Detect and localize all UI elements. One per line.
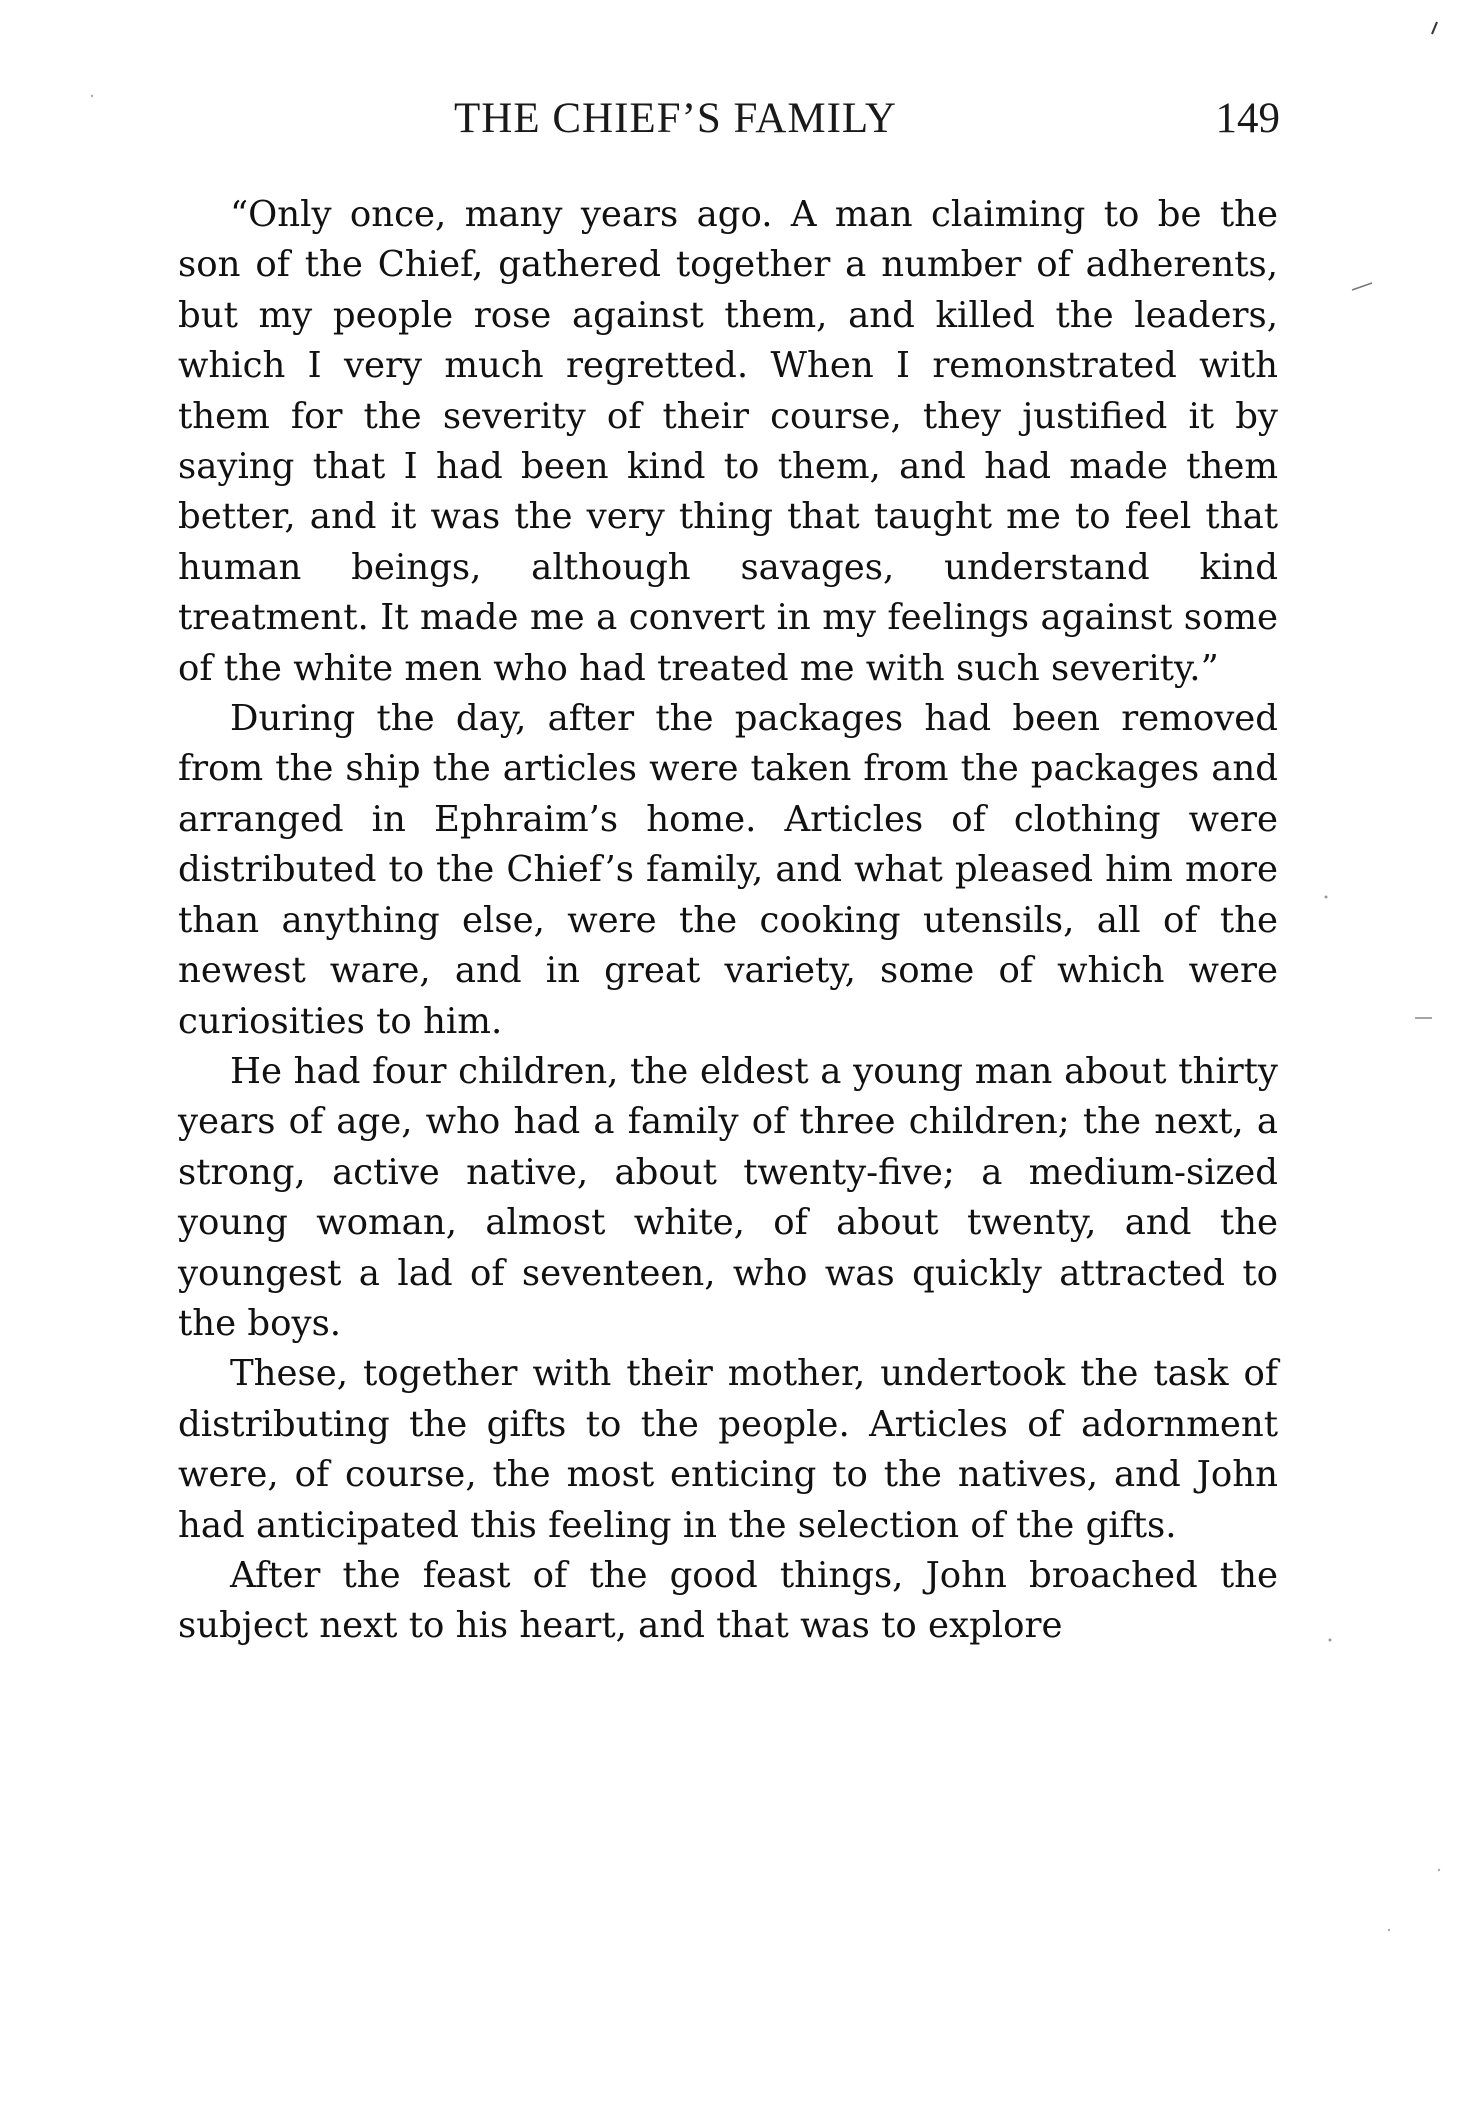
page-header	[180, 94, 1280, 154]
paragraph-1: “Only once, many years ago. A man claiming to be the son of the Chief, gathered together a number of adherents, but my people rose against them, and killed the leaders, which I very much regretted. When I remonstrated with them for the severity of their course, they justified it by saying that I had been kind to them, and had made them better, and it was the very thing that taught me to feel that human beings, although savages, understand kind treatment. It made me a convert in my feelings against some of the white men who had treated me with such severity.”	[178, 194, 1278, 689]
paragraph-3: He had four children, the eldest a young man about thirty years of age, who had a family of three children; the next, a strong, active native, about twenty-five; a medium-sized young woman, almost white, of about twenty, and the youngest a lad of seventeen, who was quickly attracted to the boys.	[178, 1050, 1278, 1344]
paragraph-2: During the day, after the packages had been removed from the ship the articles were taken from the packages and arranged in Ephraim’s home. Articles of clothing were distributed to the Chief’s family, and what pleased him more than anything else, were the cooking utensils, all of the newest ware, and in great variety, some of which were curiosities to him.	[178, 698, 1278, 1042]
running-title: THE CHIEF’S FAMILY	[454, 95, 897, 142]
body-text	[178, 190, 1278, 1652]
page-number: 149	[1215, 95, 1280, 142]
paragraph-4: These, together with their mother, undertook the task of distributing the gifts to the people. Articles of adornment were, of course, the most enticing to the natives, and John had anticipated this feeling in the selection of the gifts.	[178, 1353, 1278, 1546]
paragraph-5: After the feast of the good things, John broached the subject next to his heart, and that was to explore	[178, 1554, 1278, 1647]
